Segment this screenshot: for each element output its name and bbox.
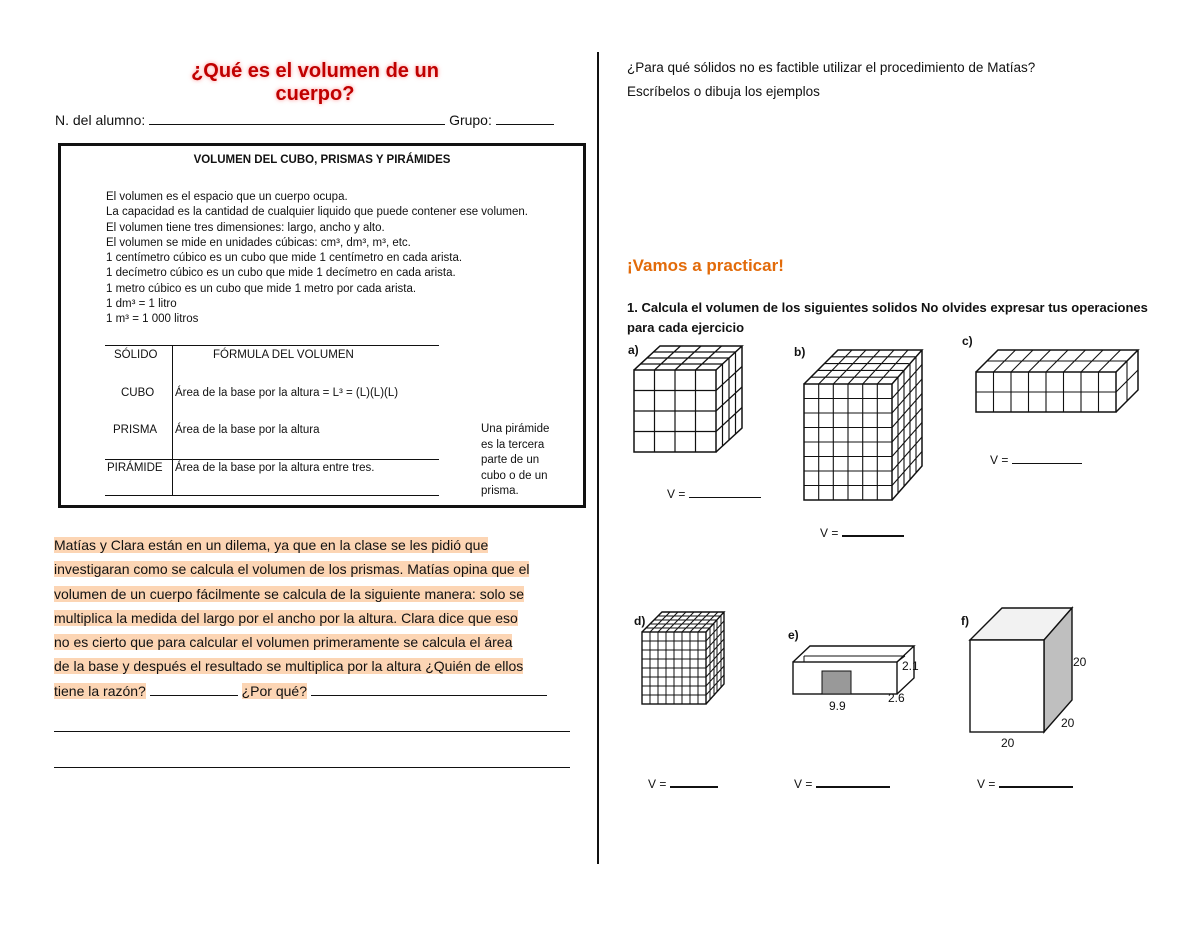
student-info-line [55,112,554,128]
pyramid-note [481,422,549,500]
definition-line: 1 dm³ = 1 litro [106,298,177,311]
note-line: cubo o de un [481,469,548,482]
volume-blank[interactable] [842,525,904,537]
note-line: prisma. [481,485,519,497]
question-line: ¿Para qué sólidos no es factible utilizar el procedimiento de Matías? [627,60,1036,75]
figure-e-length: 9.9 [829,699,846,713]
volume-label: V = [977,777,996,791]
paragraph-line: volumen de un cuerpo fácilmente se calcula de la siguiente manera: solo se [54,585,525,602]
figure-f-volume [977,776,1073,791]
volume-blank[interactable] [670,776,718,788]
figure-f-cube [966,604,1076,736]
figure-b-prism [800,346,925,506]
paragraph-line: Matías y Clara están en un dilema, ya que en la clase se les pidió que [54,537,489,553]
figure-d-label: d) [634,614,646,628]
figure-e-height: 2.1 [902,659,919,673]
paragraph-line: no es cierto que para calcular el volumen primeramente se calcula el área [54,634,513,651]
definition-line: 1 m³ = 1 000 litros [106,313,199,326]
volume-blank[interactable] [1012,453,1082,464]
table-solid-pyramid: PIRÁMIDE [107,462,163,474]
exercise-instructions: 1. Calcula el volumen de los siguientes solidos No olvides expresar tus operaciones para cada ejercicio [627,300,1148,335]
figure-f-height: 20 [1073,655,1087,669]
figure-c-prism [972,342,1142,417]
figure-b-volume [820,525,904,540]
figure-a-cube [630,342,750,457]
question-line: Escríbelos o dibuja los ejemplos [627,84,820,99]
group-label: Grupo: [449,112,492,128]
definition-line: 1 metro cúbico es un cubo que mide 1 metro por cada arista. [106,282,417,295]
definition-line: La capacidad es la cantidad de cualquier liquido que puede contener ese volumen. [106,206,528,219]
figure-e-label: e) [788,628,799,642]
paragraph-line: de la base y después el resultado se multiplica por la altura ¿Quién de ellos [54,658,524,675]
figure-a-volume [667,487,761,501]
practice-title: ¡Vamos a practicar! [627,256,784,275]
student-name-label: N. del alumno: [55,112,146,128]
figure-e-box [790,642,930,712]
definition-line: 1 decímetro cúbico es un cubo que mide 1 decímetro en cada arista. [106,267,456,280]
paragraph-line: multiplica la medida del largo por el ancho por la altura. Clara dice que eso [54,609,518,626]
volume-label: V = [990,453,1009,467]
table-formula-prism: Área de la base por la altura [175,424,320,436]
table-solid-cube: CUBO [121,387,155,399]
volume-label: V = [820,526,839,540]
table-col-rule [172,345,173,495]
volume-blank[interactable] [689,487,761,498]
figure-c-label: c) [962,334,973,348]
definition-line: El volumen se mide en unidades cúbicas: cm³, dm³, m³, etc. [106,236,411,249]
volume-label: V = [667,487,686,501]
note-line: es la tercera [481,438,545,451]
table-header-formula: FÓRMULA DEL VOLUMEN [213,349,354,361]
table-header-solid: SÓLIDO [114,349,158,361]
table-bottom-rule [105,495,439,496]
figure-e-volume [794,776,890,791]
box-heading: VOLUMEN DEL CUBO, PRISMAS Y PIRÁMIDES [193,154,451,166]
figure-c-volume [990,453,1082,467]
who-answer-blank[interactable] [150,683,238,696]
page-title: ¿Qué es el volumen de un cuerpo? [191,60,439,105]
paragraph-line: investigaran como se calcula el volumen de los prismas. Matías opina que el [54,561,530,578]
column-divider [597,52,599,864]
dilemma-paragraph [54,533,574,703]
figure-e-depth: 2.6 [888,691,905,705]
table-formula-pyramid: Área de la base por la altura entre tres. [175,462,375,474]
definition-line: El volumen es el espacio que un cuerpo ocupa. [106,191,348,203]
answer-line[interactable] [54,731,570,732]
group-blank[interactable] [496,112,554,125]
box-definitions [106,190,528,328]
table-formula-cube: Área de la base por la altura = L³ = (L)(L)(L) [175,387,399,399]
volume-info-box [58,143,586,508]
table-solid-prism: PRISMA [113,424,158,436]
student-name-blank[interactable] [149,112,445,125]
note-line: Una pirámide [481,423,550,435]
figure-d-cube [638,608,728,708]
figure-f-depth: 20 [1061,716,1075,730]
figure-a-label: a) [628,343,639,357]
figure-d-volume [648,776,718,791]
table-mid-rule [105,459,439,460]
paragraph-line: tiene la razón? [54,682,146,699]
definition-line: El volumen tiene tres dimensiones: largo, ancho y alto. [106,221,385,234]
figure-b-label: b) [794,345,806,359]
note-line: parte de un [481,454,540,466]
table-top-rule [105,345,439,346]
why-answer-blank[interactable] [311,683,547,696]
volume-label: V = [794,777,813,791]
volume-blank[interactable] [999,776,1073,788]
matias-question [627,56,1035,104]
volume-blank[interactable] [816,776,890,788]
figure-f-width: 20 [1001,736,1015,750]
why-label: ¿Por qué? [241,682,307,699]
definition-line: 1 centímetro cúbico es un cubo que mide 1 centímetro en cada arista. [106,252,463,265]
figure-f-label: f) [961,614,969,628]
answer-line[interactable] [54,767,570,768]
volume-label: V = [648,777,667,791]
